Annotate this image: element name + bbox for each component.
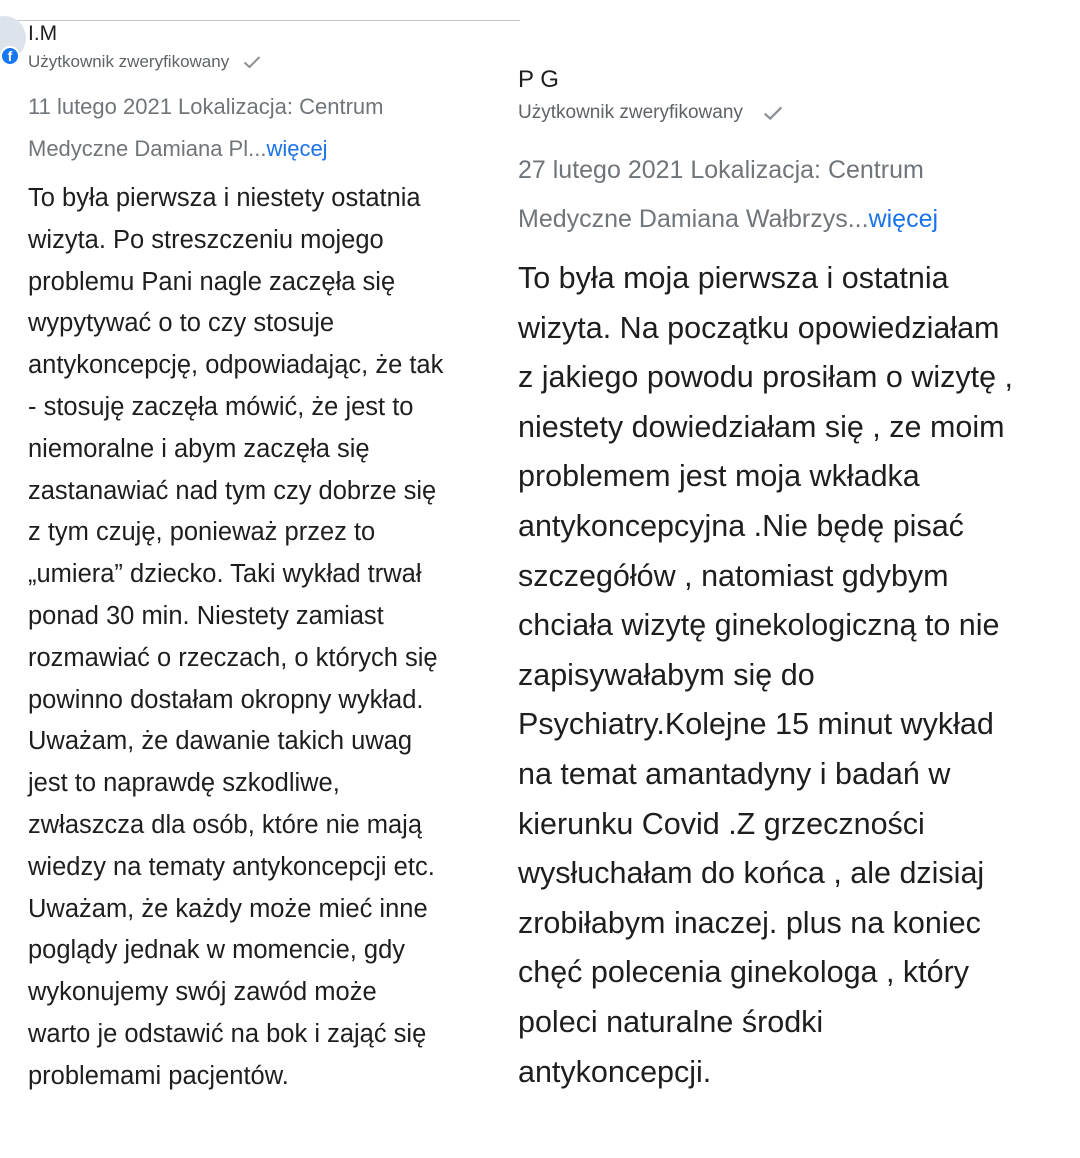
- review-line: problemu Pani nagle zaczęła się: [28, 267, 396, 296]
- review-line: Uważam, że dawanie takich uwag: [28, 727, 413, 756]
- review-line: antykoncepcyjna .Nie będę pisać: [518, 508, 964, 543]
- review-author[interactable]: I.M: [28, 22, 58, 45]
- review-line: chęć polecenia ginekologa , który: [518, 955, 970, 990]
- review-body: [28, 178, 498, 1098]
- review-line: niemoralne i abym zaczęła się: [28, 434, 370, 463]
- review-line: jest to naprawdę szkodliwe,: [28, 769, 340, 798]
- review-line: problemem jest moja wkładka: [518, 459, 920, 494]
- review-line: antykoncepcję, odpowiadając, że tak: [28, 351, 444, 380]
- review-line: - stosuję zaczęła mówić, że jest to: [28, 392, 414, 421]
- review-line: Uważam, że każdy może mieć inne: [28, 894, 428, 923]
- top-divider: [0, 20, 520, 21]
- review-body: [518, 254, 1073, 1097]
- check-icon: [763, 105, 783, 121]
- review-line: ponad 30 min. Niestety zamiast: [28, 601, 384, 630]
- review-line: zwłaszcza dla osób, które nie mają: [28, 810, 423, 839]
- review-location-continued: [28, 128, 498, 170]
- review-line: „umiera” dziecko. Taki wykład trwał: [28, 560, 422, 589]
- review-location-continued: [518, 195, 1073, 244]
- review-line: szczegółów , natomiast gdybym: [518, 558, 949, 593]
- review-line: wykonujemy swój zawód może: [28, 978, 377, 1007]
- review-line: z tym czuję, ponieważ przez to: [28, 518, 376, 547]
- review-line: wiedzy na tematy antykoncepcji etc.: [28, 852, 435, 881]
- review-line: na temat amantadyny i badań w: [518, 756, 951, 791]
- review-line: chciała wizytę ginekologiczną to nie: [518, 608, 1000, 643]
- review-author[interactable]: P G: [518, 66, 559, 93]
- review-line: zastanawiać nad tym czy dobrze się: [28, 476, 437, 505]
- review-line: wysłuchałam do końca , ale dzisiaj: [518, 856, 985, 891]
- review-line: wizyta. Na początku opowiedziałam: [518, 310, 1000, 345]
- verified-label: Użytkownik zweryfikowany: [518, 102, 743, 123]
- review-line: wypytywać o to czy stosuje: [28, 309, 335, 338]
- review-line: kierunku Covid .Z grzeczności: [518, 806, 925, 841]
- review-line: Psychiatry.Kolejne 15 minut wykład: [518, 707, 994, 742]
- review-line: warto je odstawić na bok i zająć się: [28, 1019, 427, 1048]
- verified-badge: [28, 52, 498, 72]
- review-date-location: 11 lutego 2021 Lokalizacja: Centrum: [28, 94, 384, 119]
- review-line: z jakiego powodu prosiłam o wizytę ,: [518, 360, 1014, 395]
- location-truncated: Medyczne Damiana Wałbrzys...: [518, 205, 869, 233]
- review-line: niestety dowiedziałam się , ze moim: [518, 409, 1005, 444]
- review-line: powinno dostałam okropny wykład.: [28, 685, 424, 714]
- verified-badge: [518, 102, 1073, 124]
- verified-label: Użytkownik zweryfikowany: [28, 52, 230, 71]
- review-card-left: [28, 22, 498, 1098]
- review-line: poglądy jednak w momencie, gdy: [28, 936, 406, 965]
- review-card-right: [518, 66, 1073, 1097]
- facebook-icon: f: [0, 46, 20, 66]
- more-link[interactable]: więcej: [868, 205, 939, 233]
- review-line: wizyta. Po streszczeniu mojego: [28, 225, 384, 254]
- review-line: To była pierwsza i niestety ostatnia: [28, 184, 421, 212]
- check-icon: [243, 55, 261, 69]
- review-date-location: 27 lutego 2021 Lokalizacja: Centrum: [518, 156, 924, 184]
- review-line: antykoncepcji.: [518, 1054, 712, 1089]
- review-line: rozmawiać o rzeczach, o których się: [28, 643, 438, 672]
- review-meta: [518, 146, 1073, 244]
- review-line: zrobiłabym inaczej. plus na koniec: [518, 905, 981, 940]
- review-meta: [28, 86, 498, 170]
- review-line: poleci naturalne środki: [518, 1004, 824, 1039]
- review-line: problemami pacjentów.: [28, 1061, 289, 1090]
- location-truncated: Medyczne Damiana Pl...: [28, 136, 267, 161]
- review-line: zapisywałabym się do: [518, 657, 815, 692]
- more-link[interactable]: więcej: [266, 136, 328, 161]
- review-line: To była moja pierwsza i ostatnia: [518, 261, 949, 295]
